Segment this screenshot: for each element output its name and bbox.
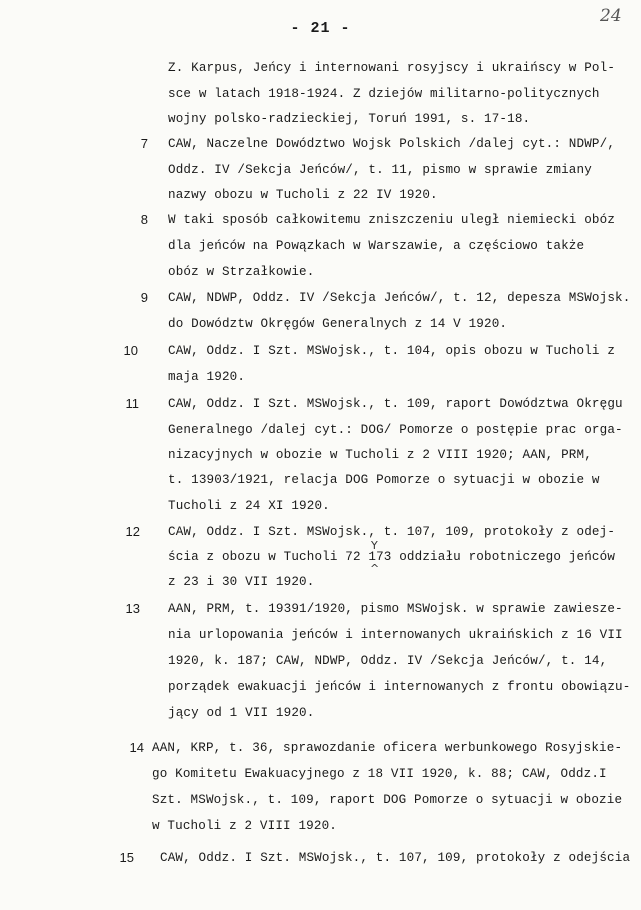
footnote-line: obóz w Strzałkowie. [168,265,315,279]
footnote-line: CAW, Naczelne Dowództwo Wojsk Polskich /dalej cyt.: NDWP/, [168,137,616,151]
footnote-line: dla jeńców na Powązkach w Warszawie, a częściowo także [168,239,585,253]
footnote-line: AAN, KRP, t. 36, sprawozdanie oficera werbunkowego Rosyjskie- [152,741,623,755]
footnote-line: AAN, PRM, t. 19391/1920, pismo MSWojsk. w sprawie zawiesze- [168,602,623,616]
footnote-number: 7 [140,136,148,151]
footnote-line: go Komitetu Ewakuacyjnego z 18 VII 1920, k. 88; CAW, Oddz.I [152,767,607,781]
footnote-line: nazwy obozu w Tucholi z 22 IV 1920. [168,188,438,202]
footnote-number: 11 [125,396,139,411]
footnote-line: CAW, Oddz. I Szt. MSWojsk., t. 109, raport Dowództwa Okręgu [168,397,623,411]
footnote-number: 15 [119,850,134,865]
footnote-number: 14 [129,740,144,755]
footnote-line: t. 13903/1921, relacja DOG Pomorze o sytuacji w obozie w [168,473,600,487]
footnote-line: jący od 1 VII 1920. [168,706,315,720]
footnote-number: 9 [140,290,148,305]
footnote-line: ścia z obozu w Tucholi 72 173 oddziału robotniczego jeńców [168,550,616,564]
footnote-line: CAW, Oddz. I Szt. MSWojsk., t. 107, 109, protokoły z odejścia [160,851,631,865]
footnote-line: porządek ewakuacji jeńców i internowanych z frontu obowiązu- [168,680,631,694]
footnote-line: sce w latach 1918-1924. Z dziejów militarno-politycznych [168,87,600,101]
handwritten-page-number: 24 [600,6,622,26]
footnote-line: wojny polsko-radzieckiej, Toruń 1991, s. 17-18. [168,112,531,126]
footnote-line: 1920, k. 187; CAW, NDWP, Oddz. IV /Sekcja Jeńców/, t. 14, [168,654,608,668]
footnote-line: CAW, Oddz. I Szt. MSWojsk., t. 107, 109, protokoły z odej- [168,525,616,539]
footnote-number: 10 [123,343,138,358]
footnote-line: CAW, Oddz. I Szt. MSWojsk., t. 104, opis obozu w Tucholi z [168,344,616,358]
handwritten-insertion-mark: Y [371,539,378,552]
footnote-line: w Tucholi z 2 VIII 1920. [152,819,337,833]
footnote-line: nizacyjnych w obozie w Tucholi z 2 VIII 1920; AAN, PRM, [168,448,592,462]
handwritten-caret-mark: ^ [370,562,380,575]
footnote-line: Oddz. IV /Sekcja Jeńców/, t. 11, pismo w sprawie zmiany [168,163,592,177]
footnote-line: Generalnego /dalej cyt.: DOG/ Pomorze o postępie prac orga- [168,423,623,437]
footnote-number: 8 [140,212,148,227]
footnote-line: nia urlopowania jeńców i internowanych ukraińskich z 16 VII [168,628,623,642]
footnote-line: do Dowództw Okręgów Generalnych z 14 V 1920. [168,317,508,331]
footnote-line: W taki sposób całkowitemu zniszczeniu uległ niemiecki obóz [168,213,616,227]
footnote-line: CAW, NDWP, Oddz. IV /Sekcja Jeńców/, t. 12, depesza MSWojsk. [168,291,631,305]
footnote-number: 12 [125,524,140,539]
footnote-line: maja 1920. [168,370,246,384]
footnote-line: Tucholi z 24 XI 1920. [168,499,330,513]
footnote-line: Szt. MSWojsk., t. 109, raport DOG Pomorze o sytuacji w obozie [152,793,623,807]
page-number: - 21 - [290,20,351,37]
footnote-number: 13 [125,601,140,616]
footnote-line: Z. Karpus, Jeńcy i internowani rosyjscy i ukraińscy w Pol- [168,61,616,75]
footnote-line: z 23 i 30 VII 1920. [168,575,315,589]
